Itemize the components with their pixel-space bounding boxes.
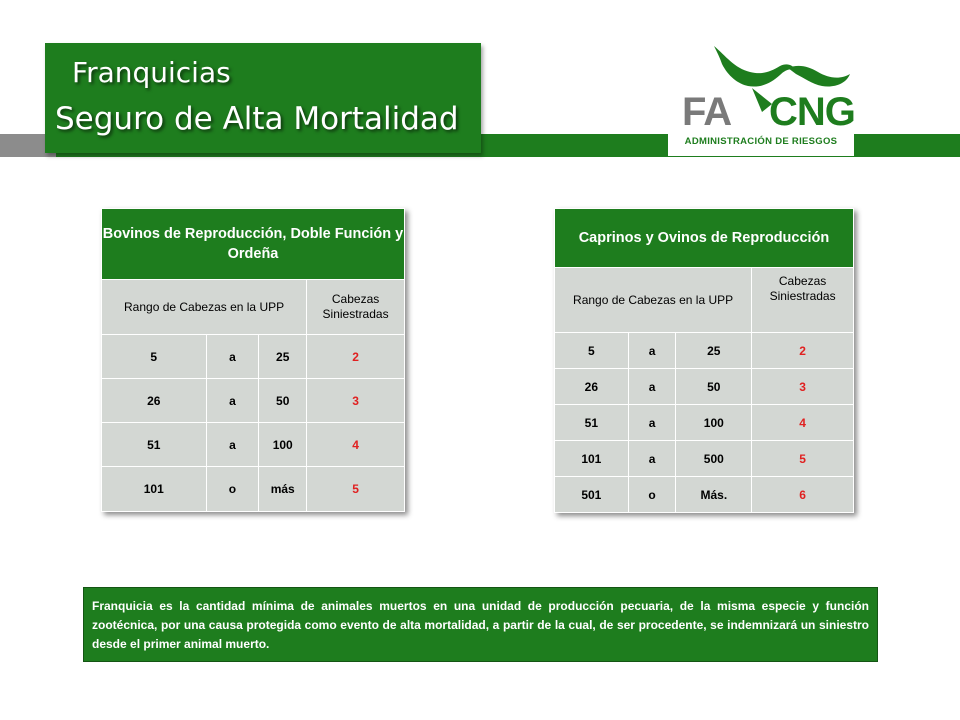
range-to: 500 bbox=[676, 441, 752, 477]
range-to: 50 bbox=[259, 379, 307, 423]
table-row bbox=[555, 369, 854, 405]
bovinos-table bbox=[101, 208, 405, 512]
caprinos-ovinos-table bbox=[554, 208, 854, 513]
table-row bbox=[102, 423, 405, 467]
table-row bbox=[102, 335, 405, 379]
range-sep: a bbox=[628, 369, 676, 405]
range-from: 501 bbox=[555, 477, 629, 513]
table-row bbox=[555, 405, 854, 441]
range-sep: a bbox=[206, 335, 259, 379]
range-to: 50 bbox=[676, 369, 752, 405]
heads-value: 5 bbox=[752, 441, 854, 477]
range-from: 26 bbox=[102, 379, 207, 423]
col-heads-header: Cabezas Siniestradas bbox=[307, 280, 405, 335]
range-sep: o bbox=[628, 477, 676, 513]
logo-subtitle: ADMINISTRACIÓN DE RIESGOS bbox=[684, 136, 838, 147]
table-row bbox=[555, 477, 854, 513]
facng-logo bbox=[668, 42, 854, 156]
logo-cng-text: CNG bbox=[769, 90, 855, 134]
col-heads-header: Cabezas Siniestradas bbox=[752, 268, 854, 333]
range-sep: a bbox=[628, 333, 676, 369]
range-to: 100 bbox=[259, 423, 307, 467]
range-from: 51 bbox=[102, 423, 207, 467]
range-sep: a bbox=[206, 379, 259, 423]
page-title-line1: Franquicias bbox=[72, 56, 231, 89]
heads-value: 2 bbox=[752, 333, 854, 369]
heads-value: 4 bbox=[307, 423, 405, 467]
franquicia-definition: Franquicia es la cantidad mínima de animales muertos en una unidad de producción pecuaria, de la misma especie y función zootécnica, por una causa protegida como evento de alta mortalidad, a partir de la cual, de ser procedente, se indemnizará un siniestro desde el primer animal muerto. bbox=[83, 587, 878, 662]
heads-value: 3 bbox=[752, 369, 854, 405]
range-to: 25 bbox=[676, 333, 752, 369]
page-title-line2: Seguro de Alta Mortalidad bbox=[55, 101, 459, 137]
range-from: 101 bbox=[555, 441, 629, 477]
table-title: Caprinos y Ovinos de Reproducción bbox=[555, 209, 854, 268]
heads-value: 3 bbox=[307, 379, 405, 423]
range-to: 25 bbox=[259, 335, 307, 379]
range-from: 51 bbox=[555, 405, 629, 441]
logo-fa-text: FA bbox=[682, 90, 732, 134]
col-range-header: Rango de Cabezas en la UPP bbox=[102, 280, 307, 335]
table-row bbox=[555, 441, 854, 477]
range-from: 26 bbox=[555, 369, 629, 405]
range-to: más bbox=[259, 467, 307, 512]
range-sep: a bbox=[206, 423, 259, 467]
col-range-header: Rango de Cabezas en la UPP bbox=[555, 268, 752, 333]
heads-value: 4 bbox=[752, 405, 854, 441]
table-row bbox=[102, 379, 405, 423]
range-to: 100 bbox=[676, 405, 752, 441]
table-row bbox=[555, 333, 854, 369]
range-sep: a bbox=[628, 441, 676, 477]
heads-value: 2 bbox=[307, 335, 405, 379]
table-title: Bovinos de Reproducción, Doble Función y Ordeña bbox=[102, 209, 405, 280]
table-row bbox=[102, 467, 405, 512]
range-from: 101 bbox=[102, 467, 207, 512]
range-from: 5 bbox=[102, 335, 207, 379]
range-sep: o bbox=[206, 467, 259, 512]
range-from: 5 bbox=[555, 333, 629, 369]
range-to: Más. bbox=[676, 477, 752, 513]
heads-value: 6 bbox=[752, 477, 854, 513]
range-sep: a bbox=[628, 405, 676, 441]
heads-value: 5 bbox=[307, 467, 405, 512]
